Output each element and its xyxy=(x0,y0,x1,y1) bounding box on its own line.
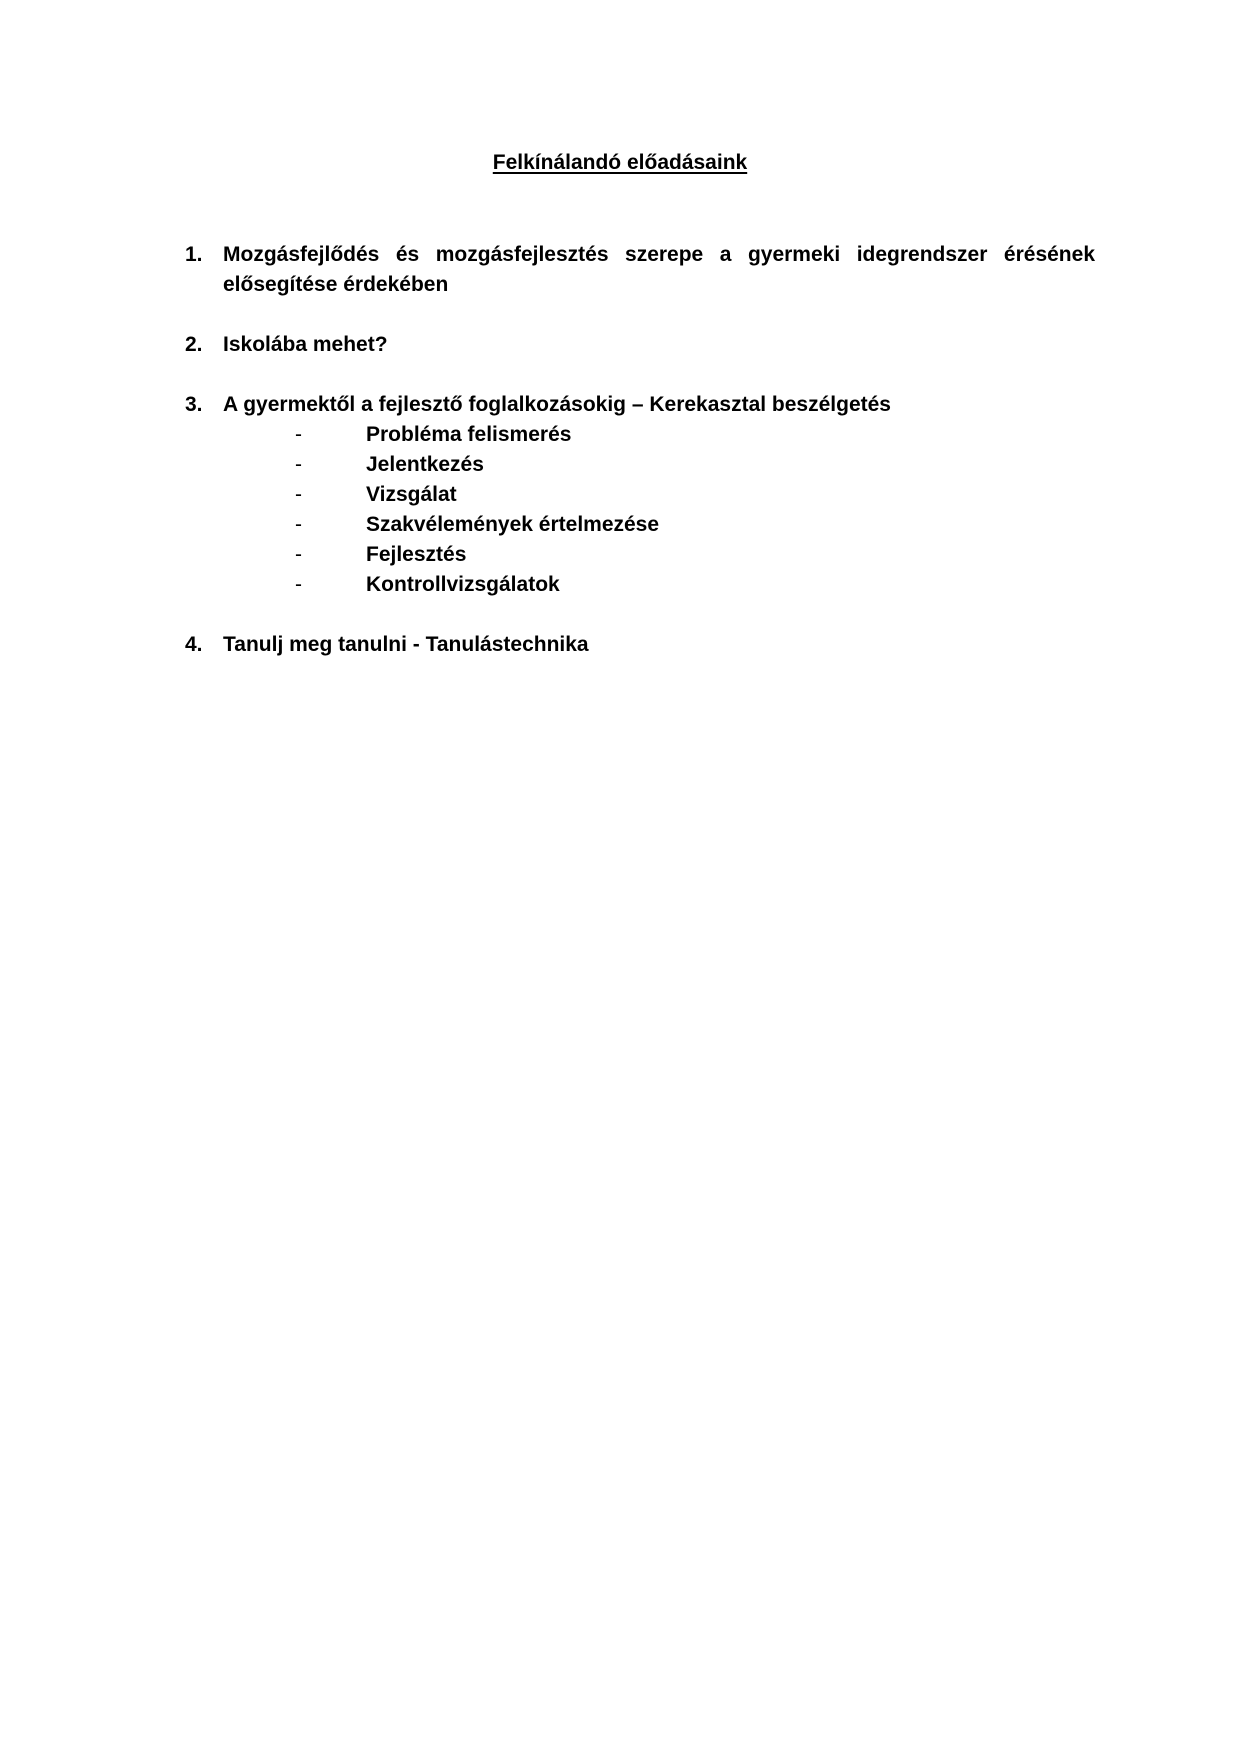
document-title: Felkínálandó előadásaink xyxy=(492,151,748,174)
list-item xyxy=(185,330,1095,360)
sub-list-item xyxy=(295,450,1095,480)
list-item xyxy=(185,390,1095,600)
sub-item-text: Szakvélemények értelmezése xyxy=(366,513,660,536)
sub-list-item xyxy=(295,540,1095,570)
sub-list-item xyxy=(295,480,1095,510)
sub-list-item xyxy=(295,510,1095,540)
item-text: Tanulj meg tanulni - Tanulástechnika xyxy=(223,633,589,656)
dash-marker: - xyxy=(295,573,302,596)
list-item xyxy=(185,240,1095,300)
sub-item-text: Kontrollvizsgálatok xyxy=(366,573,560,596)
sub-item-text: Vizsgálat xyxy=(366,483,457,506)
item-number: 4. xyxy=(185,633,203,656)
dash-marker: - xyxy=(295,453,302,476)
sub-list xyxy=(257,420,1095,600)
dash-marker: - xyxy=(295,543,302,566)
sub-item-text: Jelentkezés xyxy=(366,453,484,476)
item-text: Iskolába mehet? xyxy=(223,333,388,356)
item-number: 1. xyxy=(185,243,203,266)
list-item xyxy=(185,630,1095,660)
item-text: Mozgásfejlődés és mozgásfejlesztés szerepe a gyermeki idegrendszer érésének elősegítése érdekében xyxy=(223,243,1095,296)
sub-list-item xyxy=(295,570,1095,600)
lecture-list xyxy=(185,240,1095,690)
dash-marker: - xyxy=(295,423,302,446)
item-number: 3. xyxy=(185,393,203,416)
dash-marker: - xyxy=(295,513,302,536)
sub-list-item xyxy=(295,420,1095,450)
item-text: A gyermektől a fejlesztő foglalkozásokig – Kerekasztal beszélgetés xyxy=(223,393,891,416)
item-number: 2. xyxy=(185,333,203,356)
dash-marker: - xyxy=(295,483,302,506)
sub-item-text: Fejlesztés xyxy=(366,543,467,566)
sub-item-text: Probléma felismerés xyxy=(366,423,572,446)
